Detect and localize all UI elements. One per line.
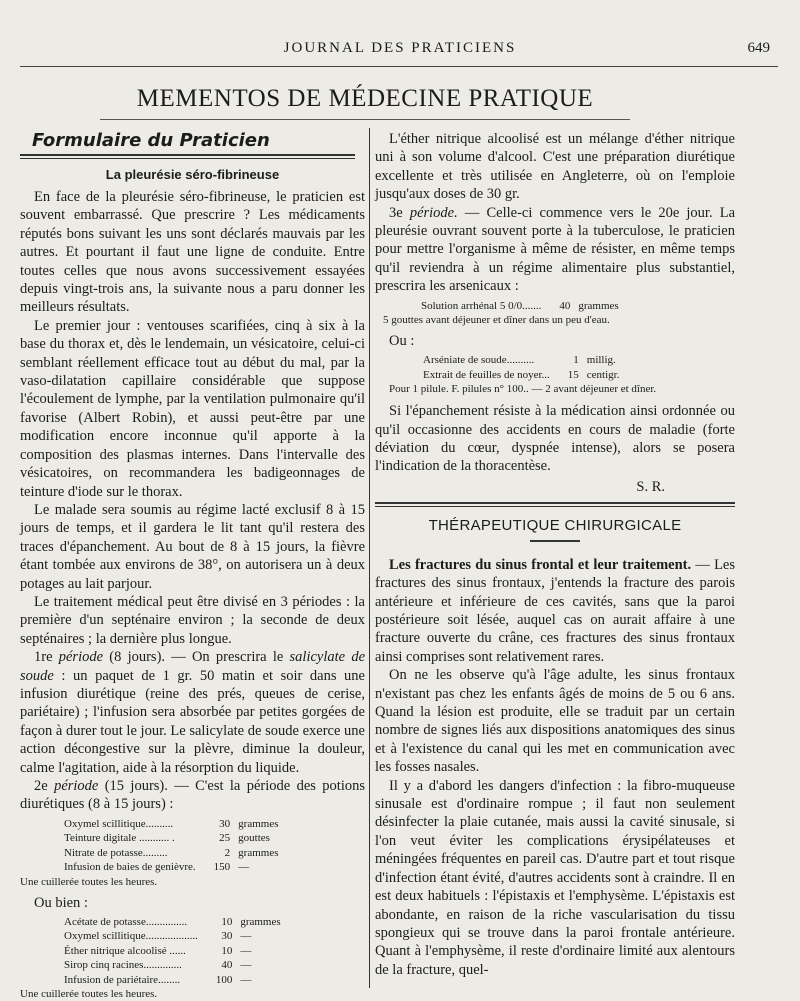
paragraph: Si l'épanchement résiste à la médication ainsi ordonnée ou qu'il occasionne des accidents en cours de maladie (forte déviation du cœur, dyspnée intense), alors se posera l'indication de la thoracentèse. bbox=[375, 403, 735, 475]
drug-qty: 30 bbox=[221, 930, 233, 943]
text-run: — Les fractures des sinus frontaux, j'entends la fracture des parois antérieure et inférieure de ces cavités, sans que la paroi postérieure soit lésée, auquel cas on aurait affaire à une fracture ouverte du crâne, ces fractures des sinus frontaux ainsi comprises sont relativement rares. bbox=[375, 556, 736, 665]
section-heading: THÉRAPEUTIQUE CHIRURGICALE bbox=[428, 516, 682, 534]
page-title: MEMENTOS DE MÉDECINE PRATIQUE bbox=[136, 85, 594, 112]
prescription-row bbox=[419, 299, 621, 314]
prescription-table-4 bbox=[421, 353, 621, 382]
paragraph: L'éther nitrique alcoolisé est un mélange d'éther nitrique uni à son volume d'alcool. C'est une préparation diurétique excellente et très utilisée en Angleterre, où on l'emploie jusqu'aux doses de 30 gr. bbox=[375, 131, 735, 203]
text-run: 3e bbox=[389, 204, 410, 221]
header-rule bbox=[20, 66, 778, 67]
alternative-label: Ou bien : bbox=[34, 894, 88, 911]
left-column bbox=[20, 130, 365, 1001]
section-rule bbox=[375, 502, 735, 504]
text-run: (15 jours). — C'est la période des potions diurétiques (8 à 15 jours) : bbox=[20, 778, 365, 813]
drug-qty: 1 bbox=[573, 354, 579, 367]
italic-run: période bbox=[54, 778, 99, 794]
heading-rule-thin bbox=[20, 158, 355, 159]
paragraph-periode-1 bbox=[20, 648, 365, 777]
drug-unit: grammes bbox=[238, 817, 279, 830]
text-run: 2e bbox=[34, 778, 55, 794]
drug-qty: 15 bbox=[567, 368, 579, 381]
drug-name: Acétate de potasse............... bbox=[64, 915, 188, 928]
drug-unit: millig. bbox=[586, 354, 616, 367]
drug-unit: gouttes bbox=[238, 832, 270, 845]
drug-name: Extrait de feuilles de noyer... bbox=[423, 368, 550, 381]
drug-name: Solution arrhénal 5 0/0....... bbox=[421, 299, 542, 312]
drug-unit: centigr. bbox=[586, 368, 620, 381]
drug-unit: grammes bbox=[240, 915, 281, 928]
drug-qty: 100 bbox=[215, 973, 233, 986]
running-header bbox=[0, 40, 800, 62]
right-column bbox=[375, 130, 735, 979]
text-run: — Celle-ci commence vers le 20e jour. La pleurésie ouvrant souvent porte à la tuberculose, le praticien pour mettre l'organisme à même de résister, en même temps qu'il reviendra à un régime alimentaire plus substantiel, prescrira les arsenicaux : bbox=[375, 204, 736, 295]
text-run: 1re bbox=[34, 649, 59, 666]
drug-unit: — bbox=[240, 973, 252, 986]
alternative-label: Ou : bbox=[389, 333, 415, 350]
prescription-table-1 bbox=[62, 817, 280, 875]
prescription-note: Une cuillerée toutes les heures. bbox=[20, 875, 158, 888]
paragraph-periode-2 bbox=[20, 777, 365, 814]
drug-unit: grammes bbox=[238, 846, 279, 859]
drug-name: Sirop cinq racines.............. bbox=[64, 959, 182, 972]
prescription-note: Une cuillerée toutes les heures. bbox=[20, 988, 158, 1001]
prescription-row bbox=[62, 929, 283, 944]
drug-qty: 40 bbox=[559, 299, 571, 312]
drug-qty: 10 bbox=[221, 915, 233, 928]
drug-unit: grammes bbox=[578, 299, 619, 312]
prescription-row bbox=[62, 958, 283, 973]
paragraph: On ne les observe qu'à l'âge adulte, les sinus frontaux n'existant pas chez les enfants âgés de moins de 5 ou 6 ans. Quand la lésion est produite, elle se traduit par un certain nombre de signes liés aux dispositions anatomiques des sinus et à l'existence du canal qui les met en communication avec les fosses nasales. bbox=[375, 667, 735, 776]
signature-initials: S. R. bbox=[636, 478, 665, 495]
prescription-row bbox=[421, 353, 621, 368]
italic-run: période bbox=[58, 649, 104, 666]
drug-qty: 40 bbox=[221, 959, 233, 972]
prescription-row bbox=[62, 944, 283, 959]
formulaire-heading: Formulaire du Praticien bbox=[32, 130, 270, 151]
text-run: : un paquet de 1 gr. 50 matin et soir dans une infusion diurétique (reine des prés, queues de cerise, pariétaire) ; l'infusion sera absorbée par petites gorgées de façon à durer tout le jour. Le salicylate de soude exerce une action décongestive sur la plèvre, diminue la douleur, calme l'agitation, aide à la résorption du liquide. bbox=[20, 667, 365, 776]
prescription-note: Pour 1 pilule. F. pilules n° 100.. — 2 avant déjeuner et dîner. bbox=[389, 383, 657, 396]
paragraph: Il y a d'abord les dangers d'infection : la fibro-muqueuse sinusale est d'ordinaire rompue ; il faut non seulement désinfecter la plaie cutanée, mais aussi la cavité sinusale, si l'on veut éviter les complications érysipélateuses et méningées fréquentes en pareil cas. D'autre part et tout risque d'infection étant évité, d'autres accidents sont à craindre. Il en est deux habituels : l'épistaxis et l'emphysème. L'épistaxis est abondante, en raison de la riche vascularisation du tissu spongieux qui se trouve dans la paroi frontale antérieure. Quant à l'emphysème, il reste d'ordinaire limité aux alentours de la fracture, quel- bbox=[375, 777, 735, 978]
drug-qty: 30 bbox=[219, 817, 231, 830]
drug-qty: 2 bbox=[224, 846, 231, 859]
prescription-row bbox=[62, 831, 280, 846]
prescription-row bbox=[62, 846, 280, 861]
drug-name: Arséniate de soude.......... bbox=[423, 354, 535, 367]
drug-name: Oxymel scillitique.......... bbox=[64, 817, 174, 830]
drug-unit: — bbox=[240, 930, 252, 943]
heading-rule bbox=[20, 154, 355, 156]
drug-qty: 25 bbox=[219, 832, 231, 845]
paragraph: En face de la pleurésie séro-fibrineuse, le praticien est souvent embarrassé. Que prescrire ? Les médicaments réputés bons suivant les uns sont déclarés mauvais par les autres. Et pourtant il faut une ligne de conduite. Entre toutes celles que nous avons successivement essayées depuis vingt-trois ans, la suivante nous a paru donner les meilleurs résultats. bbox=[20, 189, 365, 316]
article-title: Les fractures du sinus frontal et leur traitement. bbox=[389, 556, 692, 573]
drug-qty: 150 bbox=[213, 861, 231, 874]
short-rule bbox=[530, 540, 580, 542]
prescription-row bbox=[421, 368, 621, 383]
title-rule bbox=[100, 119, 630, 120]
drug-name: Oxymel scillitique................... bbox=[64, 930, 198, 943]
page-number: 649 bbox=[747, 40, 770, 56]
paragraph-periode-3 bbox=[375, 204, 735, 296]
prescription-row bbox=[62, 860, 280, 875]
paragraph: Le malade sera soumis au régime lacté exclusif 8 à 15 jours de temps, et il gardera le lit tant qu'il restera des traces d'épanchement. Au bout de 8 à 15 jours, la fièvre étant tombée aux environs de 38°, on autorisera un à deux potages au lait parjour. bbox=[20, 501, 365, 592]
prescription-note: 5 gouttes avant déjeuner et dîner dans un peu d'eau. bbox=[383, 314, 610, 327]
prescription-row bbox=[62, 915, 283, 930]
italic-run: salicylate de soude bbox=[20, 649, 366, 684]
prescription-row bbox=[62, 973, 283, 988]
paragraph-fractures bbox=[375, 556, 735, 666]
drug-name: Teinture digitale ........... . bbox=[64, 832, 175, 845]
prescription-table-2 bbox=[62, 915, 283, 988]
italic-run: période. bbox=[409, 204, 458, 221]
prescription-table-3 bbox=[419, 299, 621, 314]
drug-qty: 10 bbox=[221, 944, 233, 957]
section-rule-thin bbox=[375, 506, 735, 507]
drug-name: Infusion de pariétaire........ bbox=[64, 973, 181, 986]
drug-name: Infusion de baies de genièvre. bbox=[64, 861, 196, 874]
column-divider bbox=[369, 128, 370, 988]
drug-name: Nitrate de potasse......... bbox=[64, 846, 168, 859]
section-title: La pleurésie séro-fibrineuse bbox=[105, 167, 280, 182]
text-run: (8 jours). — On prescrira le bbox=[103, 649, 290, 666]
drug-name: Éther nitrique alcoolisé ...... bbox=[64, 944, 186, 957]
drug-unit: — bbox=[240, 959, 252, 972]
journal-name: JOURNAL DES PRATICIENS bbox=[283, 40, 517, 56]
drug-unit: — bbox=[238, 861, 250, 874]
paragraph: Le premier jour : ventouses scarifiées, cinq à six à la base du thorax et, dès le lendemain, un vésicatoire, celui-ci semblant réellement efficace tout au début du mal, par la vaso-dilatation capillaire considérable que suppose l'écoulement de lymphe, par la ventilation pulmonaire qu'il favorise (Albert Robin), et aussi peut-être par une modification encore inconnue qu'il apporte à la composition des plasmas internes. Dans l'intervalle des vésicatoires, on recommandera les badigeonnages de teinture d'iode sur le thorax. bbox=[20, 317, 365, 500]
paragraph: Le traitement médical peut être divisé en 3 périodes : la première d'un septénaire environ ; la seconde de deux septénaires ; la dernière plus longue. bbox=[20, 593, 365, 647]
prescription-row bbox=[62, 817, 280, 832]
drug-unit: — bbox=[240, 944, 252, 957]
